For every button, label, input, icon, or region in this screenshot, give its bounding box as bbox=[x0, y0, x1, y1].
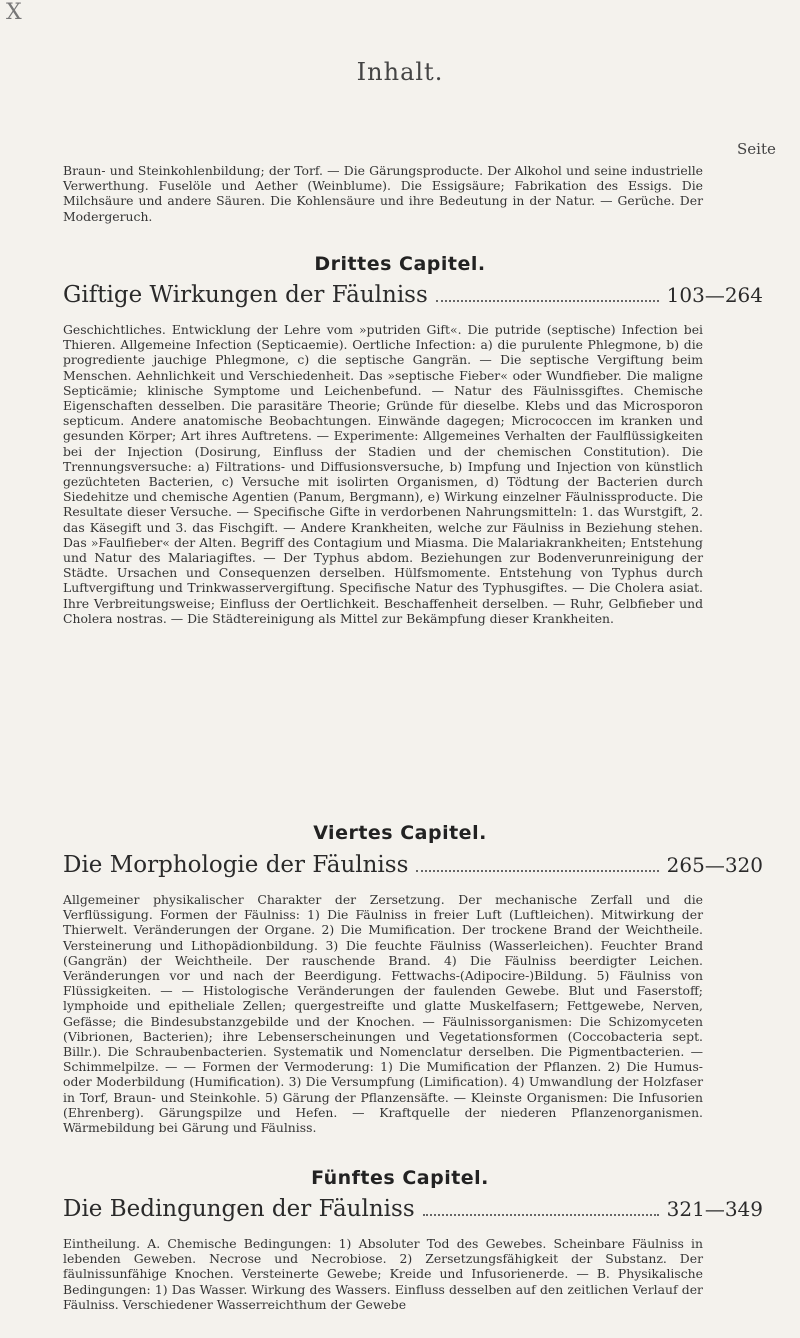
chapter-4-title-row bbox=[63, 852, 763, 878]
chapter-5-heading: Fünftes Capitel. bbox=[311, 1167, 489, 1189]
intro-section bbox=[63, 163, 703, 224]
chapter-4-heading: Viertes Capitel. bbox=[313, 822, 487, 844]
chapter-5-title: Die Bedingungen der Fäulniss bbox=[63, 1196, 415, 1222]
seite-label: Seite bbox=[737, 140, 776, 158]
chapter-5-title-row bbox=[63, 1196, 763, 1222]
intro-paragraph: Braun- und Steinkohlenbildung; der Torf. — Die Gärungsproducte. Der Alkohol und seine industrielle Verwerthung. Fuselöle und Aether (Weinblume). Die Essigsäure; Fabrikation des Essigs. Die Milchsäure und andere Säuren. Die Kohlensäure und ihre Bedeutung in der Natur. — Gerüche. Der Modergeruch. bbox=[63, 163, 703, 224]
leader-dots bbox=[436, 300, 659, 302]
chapter-3-body bbox=[63, 322, 703, 626]
chapter-3-title: Giftige Wirkungen der Fäulniss bbox=[63, 282, 428, 308]
chapter-5-body bbox=[63, 1236, 703, 1312]
chapter-5-text: Eintheilung. A. Chemische Bedingungen: 1) Absoluter Tod des Gewebes. Scheinbare Fäulniss in lebenden Geweben. Necrose und Necrobiose. 2) Zersetzungsfähigkeit der Substanz. Der fäulnissunfähige Knochen. Versteinerte Gewebe; Kreide und Infusorienerde. — B. Physikalische Bedingungen: 1) Das Wasser. Wirkung des Wassers. Einfluss desselben auf den zeitlichen Verlauf der Fäulniss. Verschiedener Wasserreichthum der Gewebe bbox=[63, 1236, 703, 1312]
chapter-4-text: Allgemeiner physikalischer Charakter der Zersetzung. Der mechanische Zerfall und die Verflüssigung. Formen der Fäulniss: 1) Die Fäulniss in freier Luft (Luftleichen). Mitwirkung der Thierwelt. Veränderungen der Organe. 2) Die Mumification. Der trockene Brand der Weichtheile. Versteinerung und Lithopädionbildung. 3) Die feuchte Fäulniss (Wasserleichen). Feuchter Brand (Gangrän) der Weichtheile. Der rauschende Brand. 4) Die Fäulniss beerdigter Leichen. Veränderungen vor und nach der Beerdigung. Fettwachs-(Adipocire-)Bildung. 5) Fäulniss von Flüssigkeiten. — — Histologische Veränderungen der faulenden Gewebe. Blut und Faserstoff; lymphoide und epitheliale Zellen; quergestreifte und glatte Muskelfasern; Fettgewebe, Nerven, Gefässe; die Bindesubstanzgebilde und der Knochen. — Fäulnissorganismen: Die Schizomyceten (Vibrionen, Bacterien); ihre Lebenserscheinungen und Vegetationsformen (Coccobacteria sept. Billr.). Die Schraubenbacterien. Systematik und Nomenclatur derselben. Die Pigmentbacterien. — Schimmelpilze. — — Formen der Vermoderung: 1) Die Mumification der Pflanzen. 2) Die Humus- oder Moderbildung (Humification). 3) Die Versumpfung (Limification). 4) Umwandlung der Holzfaser in Torf, Braun- und Steinkohle. 5) Gärung der Pflanzensäfte. — Kleinste Organismen: Die Infusorien (Ehrenberg). Gärungspilze und Hefen. — Kraftquelle der niederen Pflanzenorganismen. Wärmebildung bei Gärung und Fäulniss. bbox=[63, 892, 703, 1136]
chapter-4-title: Die Morphologie der Fäulniss bbox=[63, 852, 409, 878]
chapter-3-heading: Drittes Capitel. bbox=[314, 253, 486, 275]
page-mark: X bbox=[6, 0, 22, 25]
running-head: Inhalt. bbox=[356, 58, 444, 86]
chapter-3-pages: 103—264 bbox=[666, 283, 763, 307]
chapter-4-body bbox=[63, 892, 703, 1135]
leader-dots bbox=[423, 1214, 659, 1216]
chapter-5-pages: 321—349 bbox=[666, 1197, 763, 1221]
chapter-3-text: Geschichtliches. Entwicklung der Lehre vom »putriden Gift«. Die putride (septische) Infection bei Thieren. Allgemeine Infection (Septicaemie). Oertliche Infection: a) die purulente Phlegmone, b) die progrediente jauchige Phlegmone, c) die septische Gangrän. — Die septische Vergiftung beim Menschen. Aehnlichkeit und Verschiedenheit. Das »septische Fieber« oder Wundfieber. Die maligne Septicämie; klinische Symptome und Leichenbefund. — Natur des Fäulnissgiftes. Chemische Eigenschaften desselben. Die parasitäre Theorie; Gründe für dieselbe. Klebs und das Microsporon septicum. Andere anatomische Beobachtungen. Einwände dagegen; Micrococcen im kranken und gesunden Körper; Art ihres Auftretens. — Experimente: Allgemeines Verhalten der Faulflüssigkeiten bei der Injection (Dosirung, Einfluss der Stadien und der chemischen Constitution). Die Trennungsversuche: a) Filtrations- und Diffusionsversuche, b) Impfung und Injection von künstlich gezüchteten Bacterien, c) Versuche mit isolirten Organismen, d) Tödtung der Bacterien durch Siedehitze und chemische Agentien (Panum, Bergmann), e) Wirkung einzelner Fäulnissproducte. Die Resultate dieser Versuche. — Specifische Gifte in verdorbenen Nahrungsmitteln: 1. das Wurstgift, 2. das Käsegift und 3. das Fischgift. — Andere Krankheiten, welche zur Fäulniss in Beziehung stehen. Das »Faulfieber« der Alten. Begriff des Contagium und Miasma. Die Malariakrankheiten; Entstehung und Natur des Malariagiftes. — Der Typhus abdom. Beziehungen zur Bodenverunreinigung der Städte. Ursachen und Consequenzen derselben. Hülfsmomente. Entstehung von Typhus durch Luftvergiftung und Trinkwasservergiftung. Specifische Natur des Typhusgiftes. — Die Cholera asiat. Ihre Verbreitungsweise; Einfluss der Oertlichkeit. Beschaffenheit derselben. — Ruhr, Gelbfieber und Cholera nostras. — Die Städtereinigung als Mittel zur Bekämpfung dieser Krankheiten. bbox=[63, 322, 703, 626]
chapter-4-pages: 265—320 bbox=[666, 853, 763, 877]
leader-dots bbox=[416, 870, 658, 872]
chapter-3-title-row bbox=[63, 282, 763, 308]
